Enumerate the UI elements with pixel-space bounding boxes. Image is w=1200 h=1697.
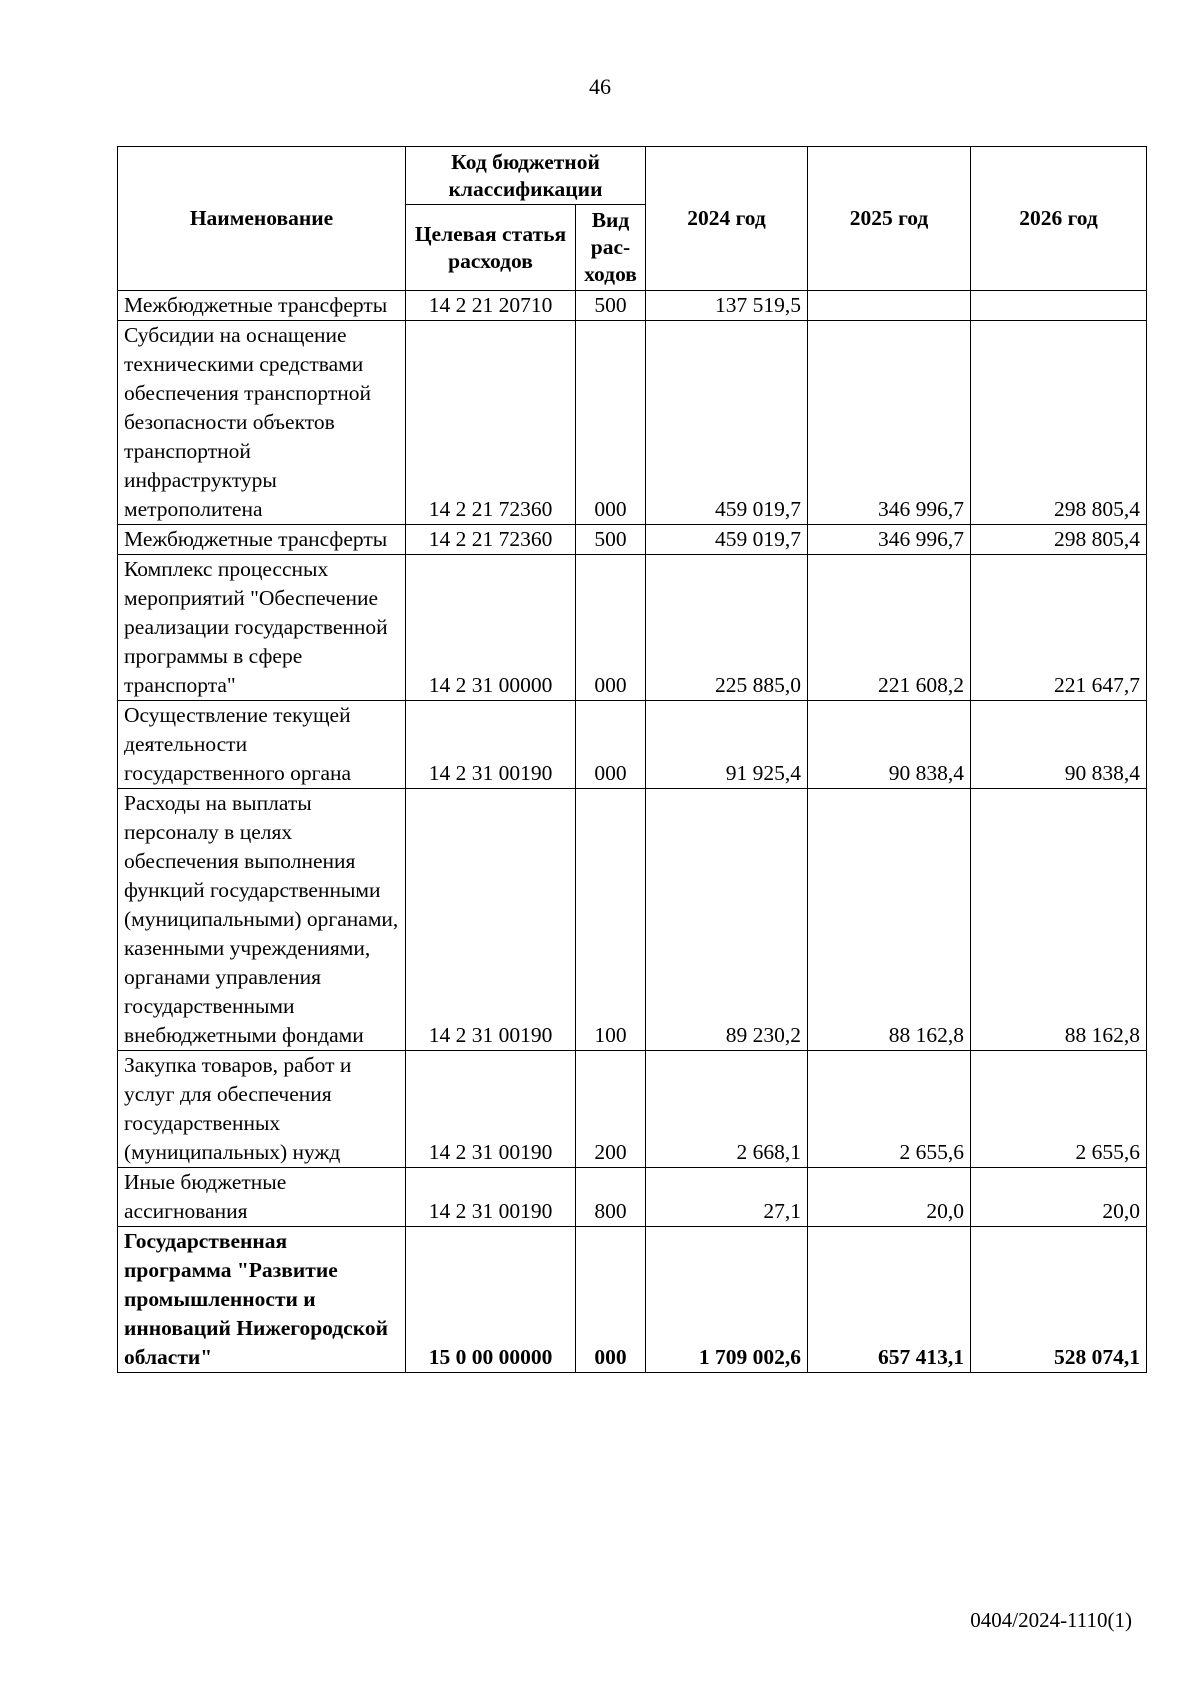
row-2024: 137 519,5 — [646, 291, 808, 321]
row-type: 000 — [576, 555, 646, 701]
row-type: 000 — [576, 1227, 646, 1373]
row-name: Государственная программа "Развитие промышленности и инноваций Нижегородской области" — [118, 1227, 406, 1373]
row-type: 500 — [576, 291, 646, 321]
header-name: Наименование — [118, 147, 406, 291]
row-type: 000 — [576, 701, 646, 789]
row-name: Субсидии на оснащение техническими средствами обеспечения транспортной безопасности объектов транспортной инфраструктуры метрополитена — [118, 321, 406, 525]
row-2026: 528 074,1 — [971, 1227, 1147, 1373]
row-2024: 91 925,4 — [646, 701, 808, 789]
row-2026: 221 647,7 — [971, 555, 1147, 701]
budget-table — [117, 146, 1147, 1373]
table-row — [118, 525, 1147, 555]
row-code: 14 2 31 00190 — [406, 701, 576, 789]
row-type: 100 — [576, 789, 646, 1051]
row-2024: 89 230,2 — [646, 789, 808, 1051]
table-row — [118, 1051, 1147, 1168]
row-type: 500 — [576, 525, 646, 555]
row-code: 14 2 31 00190 — [406, 1051, 576, 1168]
row-type: 000 — [576, 321, 646, 525]
table-row — [118, 789, 1147, 1051]
row-code: 14 2 21 72360 — [406, 525, 576, 555]
row-2025: 346 996,7 — [808, 321, 971, 525]
table-row — [118, 321, 1147, 525]
row-type: 200 — [576, 1051, 646, 1168]
row-2026: 298 805,4 — [971, 525, 1147, 555]
row-code: 14 2 31 00190 — [406, 1168, 576, 1227]
table-row — [118, 291, 1147, 321]
row-2024: 27,1 — [646, 1168, 808, 1227]
table-row — [118, 555, 1147, 701]
row-2026: 298 805,4 — [971, 321, 1147, 525]
row-2024: 1 709 002,6 — [646, 1227, 808, 1373]
table-row — [118, 1168, 1147, 1227]
row-2025: 346 996,7 — [808, 525, 971, 555]
row-2026 — [971, 291, 1147, 321]
row-name: Осуществление текущей деятельности государственного органа — [118, 701, 406, 789]
row-code: 15 0 00 00000 — [406, 1227, 576, 1373]
row-name: Расходы на выплаты персоналу в целях обеспечения выполнения функций государственными (муниципальными) органами, казенными учреждениями, органами управления государственными внебюджетными фондами — [118, 789, 406, 1051]
row-code: 14 2 21 72360 — [406, 321, 576, 525]
document-code: 0404/2024-1110(1) — [970, 1608, 1132, 1632]
row-2025: 90 838,4 — [808, 701, 971, 789]
header-type: Вид рас-ходов — [576, 205, 646, 291]
header-2026: 2026 год — [971, 147, 1147, 291]
row-2025: 20,0 — [808, 1168, 971, 1227]
row-2025 — [808, 291, 971, 321]
page-number: 46 — [589, 74, 611, 99]
row-code: 14 2 31 00000 — [406, 555, 576, 701]
table-row-program-total — [118, 1227, 1147, 1373]
row-2025: 657 413,1 — [808, 1227, 971, 1373]
row-2026: 88 162,8 — [971, 789, 1147, 1051]
table-row — [118, 701, 1147, 789]
header-target: Целевая статья расходов — [406, 205, 576, 291]
row-type: 800 — [576, 1168, 646, 1227]
row-2025: 221 608,2 — [808, 555, 971, 701]
row-2024: 459 019,7 — [646, 321, 808, 525]
row-2026: 2 655,6 — [971, 1051, 1147, 1168]
row-2024: 2 668,1 — [646, 1051, 808, 1168]
row-code: 14 2 21 20710 — [406, 291, 576, 321]
row-2026: 20,0 — [971, 1168, 1147, 1227]
row-2024: 459 019,7 — [646, 525, 808, 555]
row-name: Иные бюджетные ассигнования — [118, 1168, 406, 1227]
row-code: 14 2 31 00190 — [406, 789, 576, 1051]
header-2025: 2025 год — [808, 147, 971, 291]
row-2025: 2 655,6 — [808, 1051, 971, 1168]
row-name: Закупка товаров, работ и услуг для обеспечения государственных (муниципальных) нужд — [118, 1051, 406, 1168]
row-2024: 225 885,0 — [646, 555, 808, 701]
row-name: Комплекс процессных мероприятий "Обеспечение реализации государственной программы в сфере транспорта" — [118, 555, 406, 701]
header-code-group: Код бюджетной классификации — [406, 147, 646, 205]
header-2024: 2024 год — [646, 147, 808, 291]
row-2025: 88 162,8 — [808, 789, 971, 1051]
row-name: Межбюджетные трансферты — [118, 525, 406, 555]
row-2026: 90 838,4 — [971, 701, 1147, 789]
row-name: Межбюджетные трансферты — [118, 291, 406, 321]
